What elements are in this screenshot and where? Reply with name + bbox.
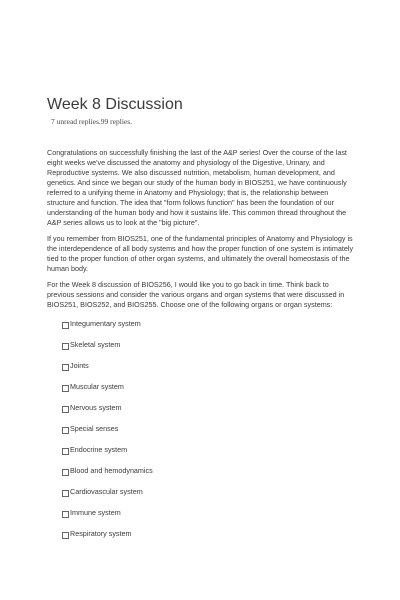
list-item-label: Blood and hemodynamics bbox=[70, 466, 153, 475]
organ-system-list bbox=[47, 319, 357, 550]
list-item bbox=[62, 382, 357, 403]
checkbox-icon bbox=[62, 322, 69, 329]
list-item bbox=[62, 340, 357, 361]
unread-replies-count[interactable]: 7 unread replies. bbox=[51, 117, 101, 126]
list-item bbox=[62, 487, 357, 508]
checkbox-icon bbox=[62, 427, 69, 434]
principles-paragraph: If you remember from BIOS251, one of the fundamental principles of Anatomy and Physiology is the interdependence of all body systems and how the proper function of one system is intimately tied to the proper function of other organ systems, and ultimately the overall homeostasis of the human body. bbox=[47, 234, 354, 273]
list-item-label: Endocrine system bbox=[70, 445, 128, 454]
checkbox-icon bbox=[62, 448, 69, 455]
list-item-label: Respiratory system bbox=[70, 529, 132, 538]
checkbox-icon bbox=[62, 490, 69, 497]
checkbox-icon bbox=[62, 511, 69, 518]
list-item bbox=[62, 445, 357, 466]
list-item-label: Skeletal system bbox=[70, 340, 121, 349]
list-item-label: Muscular system bbox=[70, 382, 124, 391]
discussion-body bbox=[47, 148, 357, 550]
list-item bbox=[62, 319, 357, 340]
list-item-label: Special senses bbox=[70, 424, 119, 433]
instructions-paragraph: For the Week 8 discussion of BIOS256, I would like you to go back in time. Think back to previous sessions and consider the various organs and organ systems that were discussed in BIOS251, BIOS252, and BIOS255. Choose one of the following organs or organ systems: bbox=[47, 280, 345, 309]
checkbox-icon bbox=[62, 343, 69, 350]
checkbox-icon bbox=[62, 364, 69, 371]
list-item-label: Nervous system bbox=[70, 403, 122, 412]
list-item-label: Joints bbox=[70, 361, 89, 370]
intro-paragraph: Congratulations on successfully finishing the last of the A&P series! Over the course of the last eight weeks we've discussed the anatomy and physiology of the Digestive, Urinary, and Reproductive systems. We also discussed nutrition, metabolism, human development, and genetics. And since we began our study of the human body in BIOS251, we have continuously referred to a unifying theme in Anatomy and Physiology; that is, the relationship between structure and function. The idea that "form follows function" has been the foundation of our understanding of the human body and how it sustains life. This common thread throughout the A&P series allows us to look at the "big picture". bbox=[47, 148, 347, 227]
page-title: Week 8 Discussion bbox=[47, 96, 183, 113]
checkbox-icon bbox=[62, 469, 69, 476]
checkbox-icon bbox=[62, 385, 69, 392]
reply-counts bbox=[51, 117, 132, 126]
list-item bbox=[62, 361, 357, 382]
list-item bbox=[62, 424, 357, 445]
list-item bbox=[62, 403, 357, 424]
list-item-label: Immune system bbox=[70, 508, 121, 517]
list-item bbox=[62, 466, 357, 487]
checkbox-icon bbox=[62, 532, 69, 539]
checkbox-icon bbox=[62, 406, 69, 413]
total-replies-count: 99 replies. bbox=[100, 117, 133, 126]
list-item bbox=[62, 508, 357, 529]
list-item-label: Cardiovascular system bbox=[70, 487, 143, 496]
list-item bbox=[62, 529, 357, 550]
list-item-label: Integumentary system bbox=[70, 319, 141, 328]
